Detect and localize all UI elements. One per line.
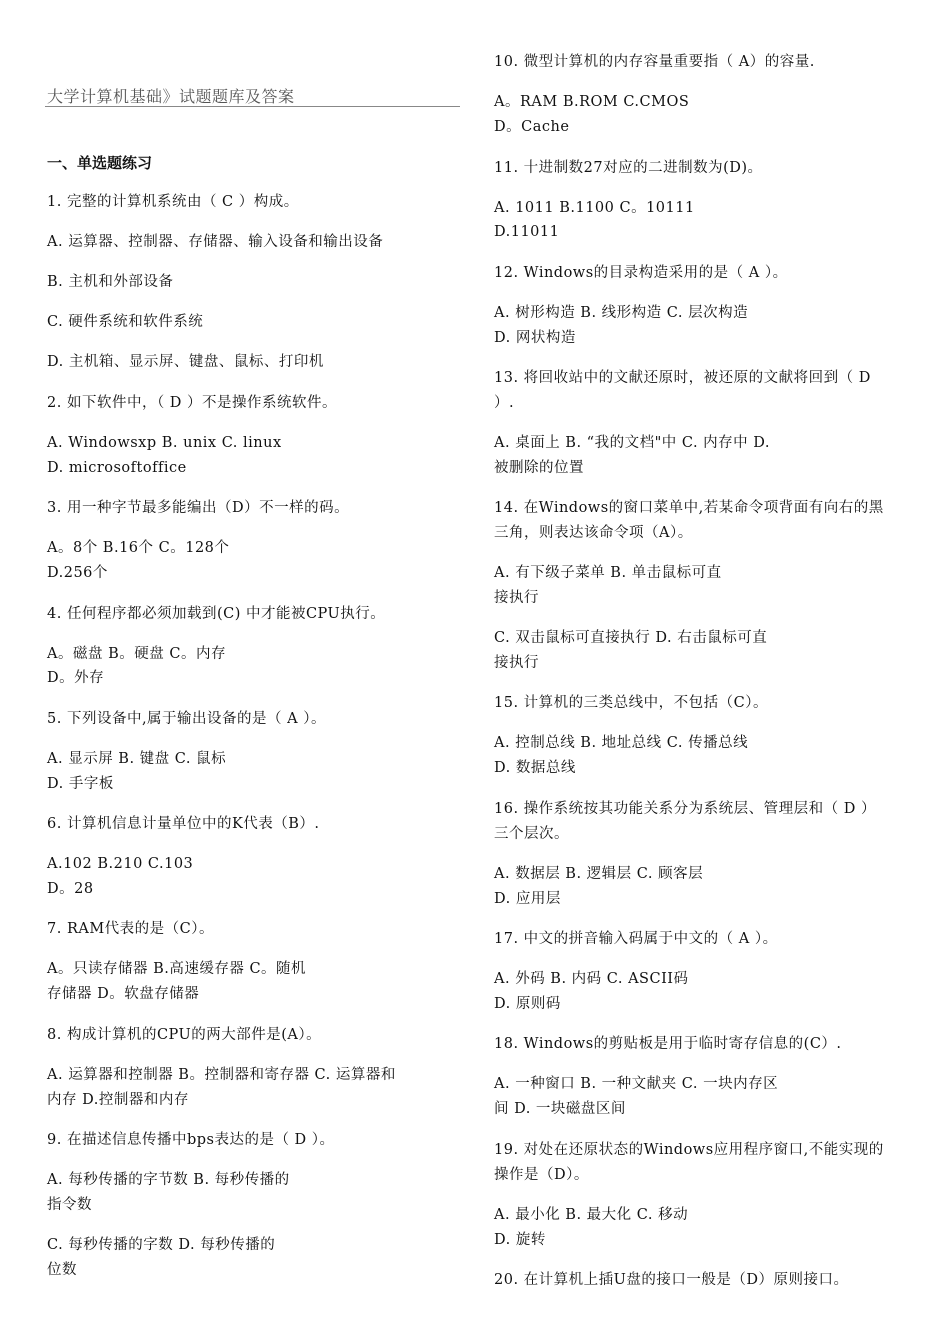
question-line: 三个层次。: [494, 826, 569, 842]
option-line: C. 双击鼠标可直接执行 D. 右击鼠标可直: [494, 630, 768, 646]
option-line: A。只读存储器 B.高速缓存器 C。随机: [47, 961, 307, 977]
option-line: C. 硬件系统和软件系统: [47, 314, 204, 330]
question-line: 16. 操作系统按其功能关系分为系统层、管理层和（ D ）: [494, 801, 877, 817]
option-line: A. 运算器、控制器、存储器、输入设备和输出设备: [47, 234, 384, 250]
option-line: D. 原则码: [494, 996, 561, 1012]
option-line: D.11011: [494, 224, 560, 240]
question-line: 14. 在Windows的窗口菜单中,若某命令项背面有向右的黑: [494, 500, 884, 516]
option-line: 间 D. 一块磁盘区间: [494, 1101, 626, 1117]
option-line: A. 桌面上 B. “我的文档"中 C. 内存中 D.: [494, 435, 770, 451]
option-line: 接执行: [494, 655, 539, 671]
option-line: A。8个 B.16个 C。128个: [47, 540, 230, 556]
option-line: A. 运算器和控制器 B。控制器和寄存器 C. 运算器和: [47, 1067, 396, 1083]
option-line: 被删除的位置: [494, 460, 584, 476]
option-line: 接执行: [494, 590, 539, 606]
question-line: 15. 计算机的三类总线中，不包括（C）。: [494, 695, 769, 711]
option-line: D.256个: [47, 565, 108, 581]
question-line: 3. 用一种字节最多能编出（D）不一样的码。: [47, 500, 350, 516]
question-line: 20. 在计算机上插U盘的接口一般是（D）原则接口。: [494, 1272, 849, 1288]
option-line: C. 每秒传播的字数 D. 每秒传播的: [47, 1237, 276, 1253]
option-line: A. 数据层 B. 逻辑层 C. 顾客层: [494, 866, 704, 882]
option-line: A. 树形构造 B. 线形构造 C. 层次构造: [494, 305, 749, 321]
option-line: D. 旋转: [494, 1232, 546, 1248]
option-line: D. microsoftoffice: [47, 460, 187, 476]
option-line: 存储器 D。软盘存储器: [47, 986, 200, 1002]
option-line: D. 数据总线: [494, 760, 576, 776]
option-line: D. 应用层: [494, 891, 561, 907]
question-line: 6. 计算机信息计量单位中的K代表（B）.: [47, 816, 320, 832]
question-line: 4. 任何程序都必须加载到(C) 中才能被CPU执行。: [47, 606, 386, 622]
question-line: 17. 中文的拼音输入码属于中文的（ A ）。: [494, 931, 778, 947]
option-line: B. 主机和外部设备: [47, 274, 174, 290]
question-line: ）.: [494, 395, 515, 411]
option-line: A.102 B.210 C.103: [47, 856, 194, 872]
option-line: 位数: [47, 1262, 77, 1278]
option-line: A. 最小化 B. 最大化 C. 移动: [494, 1207, 689, 1223]
question-line: 5. 下列设备中,属于输出设备的是（ A ）。: [47, 711, 326, 727]
question-line: 8. 构成计算机的CPU的两大部件是(A）。: [47, 1027, 322, 1043]
question-line: 7. RAM代表的是（C）。: [47, 921, 215, 937]
option-line: 指令数: [47, 1197, 92, 1213]
option-line: D. 网状构造: [494, 330, 576, 346]
option-line: D。Cache: [494, 119, 570, 135]
option-line: A。磁盘 B。硬盘 C。内存: [47, 646, 226, 662]
option-line: A. 控制总线 B. 地址总线 C. 传播总线: [494, 735, 749, 751]
question-line: 18. Windows的剪贴板是用于临时寄存信息的(C）.: [494, 1036, 842, 1052]
question-line: 12. Windows的目录构造采用的是（ A ）。: [494, 265, 788, 281]
option-line: D. 主机箱、显示屏、键盘、鼠标、打印机: [47, 354, 324, 370]
question-line: 操作是（D）。: [494, 1167, 589, 1183]
option-line: A. 有下级子菜单 B. 单击鼠标可直: [494, 565, 722, 581]
document-title: 大学计算机基础》试题题库及答案: [47, 87, 295, 106]
section-heading: 一、单选题练习: [47, 154, 153, 172]
title-divider: [45, 106, 460, 107]
question-line: 13. 将回收站中的文献还原时，被还原的文献将回到（ D: [494, 370, 871, 386]
option-line: A. 1011 B.1100 C。10111: [494, 200, 695, 216]
question-line: 1. 完整的计算机系统由（ C ）构成。: [47, 194, 299, 210]
option-line: D. 手字板: [47, 776, 114, 792]
option-line: D。外存: [47, 670, 105, 686]
question-line: 9. 在描述信息传播中bps表达的是（ D ）。: [47, 1132, 335, 1148]
question-line: 19. 对处在还原状态的Windows应用程序窗口,不能实现的: [494, 1142, 884, 1158]
question-line: 2. 如下软件中，（ D ）不是操作系统软件。: [47, 395, 338, 411]
question-line: 11. 十进制数27对应的二进制数为(D)。: [494, 160, 763, 176]
option-line: 内存 D.控制器和内存: [47, 1092, 189, 1108]
option-line: A. 显示屏 B. 键盘 C. 鼠标: [47, 751, 227, 767]
option-line: A. 外码 B. 内码 C. ASCII码: [494, 971, 689, 987]
question-line: 10. 微型计算机的内存容量重要指（ A）的容量.: [494, 54, 815, 70]
option-line: A. 一种窗口 B. 一种文献夹 C. 一块内存区: [494, 1076, 779, 1092]
option-line: A。RAM B.ROM C.CMOS: [494, 94, 690, 110]
question-line: 三角，则表达该命令项（A）。: [494, 525, 693, 541]
option-line: A. 每秒传播的字节数 B. 每秒传播的: [47, 1172, 290, 1188]
option-line: A. Windowsxp B. unix C. linux: [47, 435, 282, 451]
option-line: D。28: [47, 881, 94, 897]
